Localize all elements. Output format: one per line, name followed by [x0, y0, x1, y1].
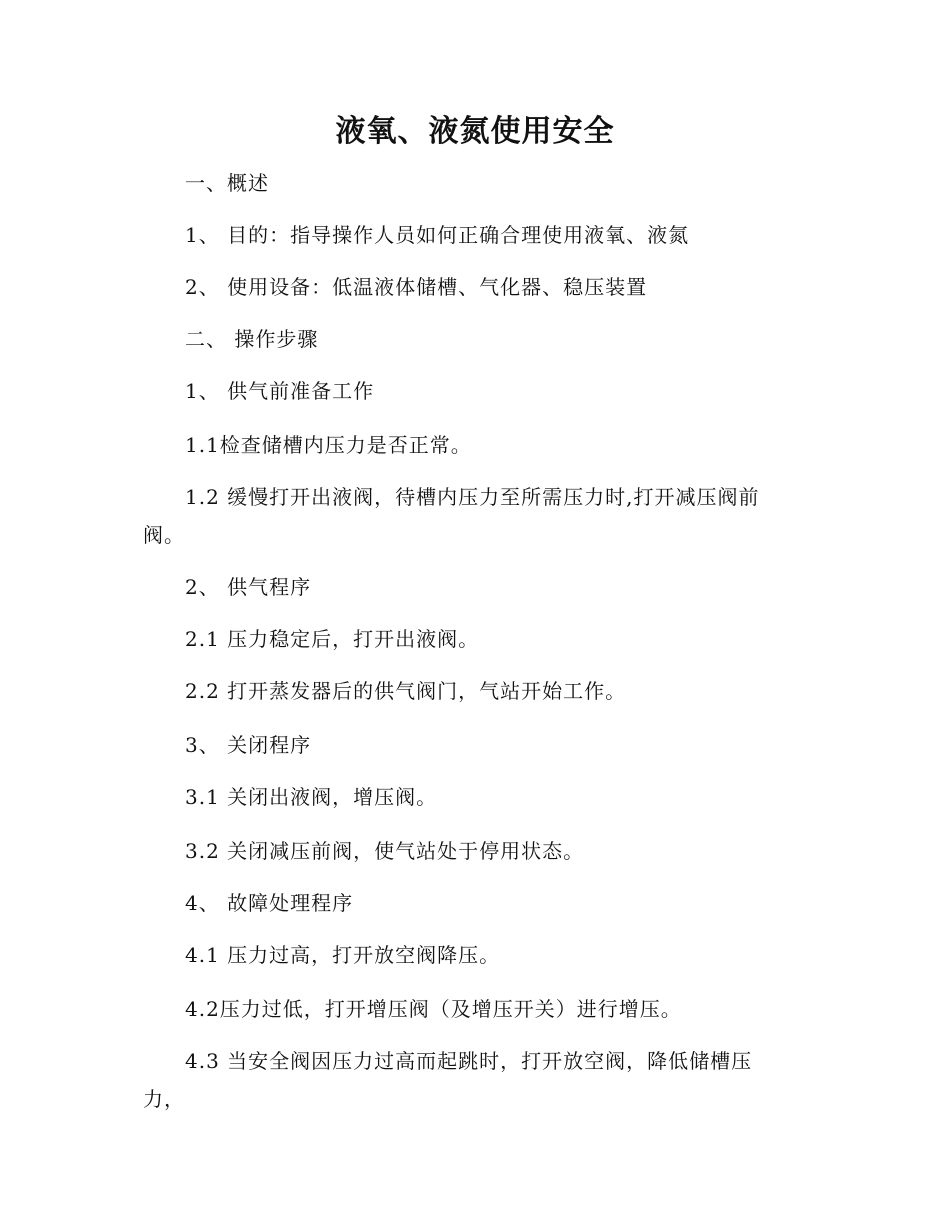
- step-4-3: [143, 1048, 803, 1112]
- document-title: 液氧、液氮使用安全: [335, 114, 615, 149]
- step-3-2: 3.2 关闭减压前阀，使气站处于停用状态。: [185, 839, 585, 863]
- step-2-2: 2.2 打开蒸发器后的供气阀门，气站开始工作。: [185, 679, 627, 703]
- step-1-1: 1.1检查储槽内压力是否正常。: [185, 433, 472, 457]
- step-4-2: 4.2压力过低，打开增压阀（及增压开关）进行增压。: [185, 997, 682, 1021]
- step-4-3-line2: 力，: [143, 1087, 185, 1111]
- supply-procedure-heading: 2、 供气程序: [185, 575, 312, 599]
- step-1-2-line1: 1.2 缓慢打开出液阀，待槽内压力至所需压力时,打开减压阀前: [185, 485, 760, 509]
- purpose-item: 1、 目的：指导操作人员如何正确合理使用液氧、液氮: [185, 223, 690, 247]
- section-overview-heading: 一、概述: [185, 171, 269, 195]
- step-1-2: [143, 484, 803, 548]
- section-steps-heading: 二、 操作步骤: [185, 327, 319, 351]
- prep-work-heading: 1、 供气前准备工作: [185, 379, 375, 403]
- equipment-item: 2、 使用设备：低温液体储槽、气化器、稳压装置: [185, 275, 648, 299]
- step-1-2-line2: 阀。: [143, 523, 185, 547]
- fault-procedure-heading: 4、 故障处理程序: [185, 891, 354, 915]
- shutdown-procedure-heading: 3、 关闭程序: [185, 733, 312, 757]
- step-2-1: 2.1 压力稳定后，打开出液阀。: [185, 627, 480, 651]
- step-4-3-line1: 4.3 当安全阀因压力过高而起跳时，打开放空阀，降低储槽压: [185, 1049, 753, 1073]
- step-3-1: 3.1 关闭出液阀，增压阀。: [185, 785, 438, 809]
- step-4-1: 4.1 压力过高，打开放空阀降压。: [185, 943, 501, 967]
